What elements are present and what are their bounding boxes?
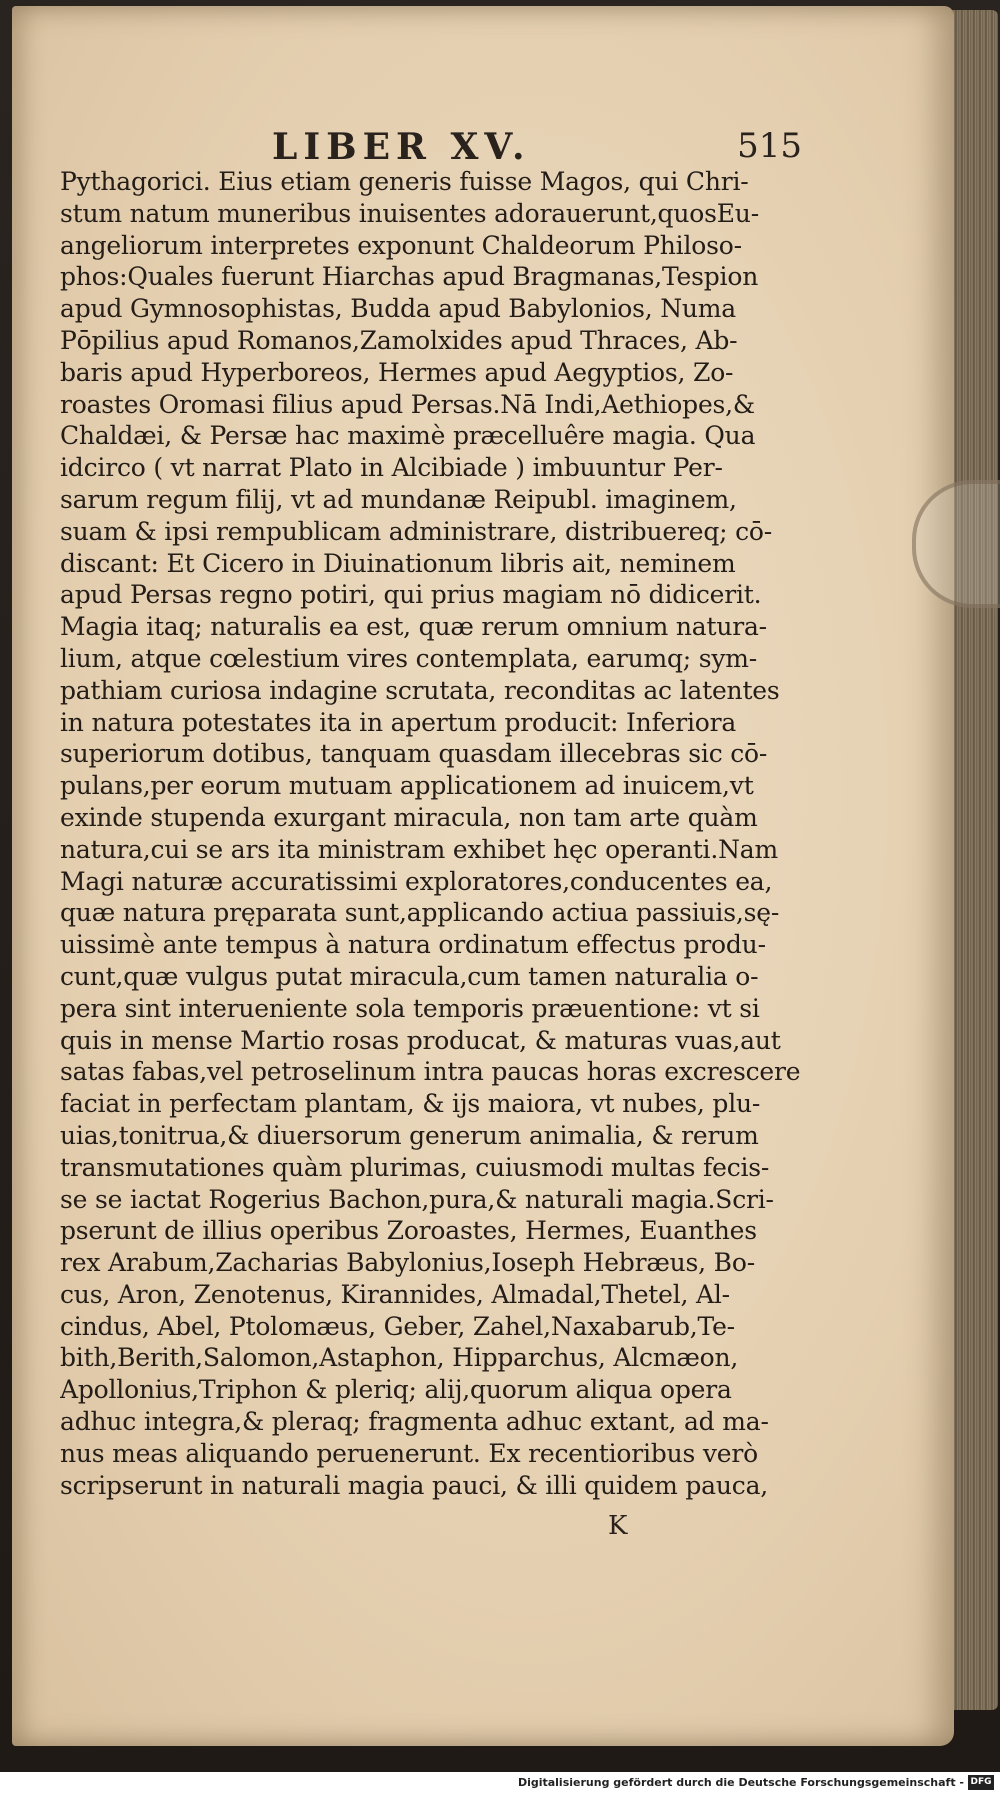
text-line: cindus, Abel, Ptolomæus, Geber, Zahel,Naxabarub,Te- — [60, 1311, 735, 1341]
text-line: in natura potestates ita in apertum producit: Inferiora — [60, 707, 737, 737]
text-line: natura,cui se ars ita ministram exhibet hęc operanti.Nam — [60, 834, 778, 864]
text-line: apud Persas regno potiri, qui prius magiam nō didicerit. — [60, 580, 762, 610]
text-line: se se iactat Rogerius Bachon,pura,& naturali magia.Scri- — [60, 1184, 774, 1214]
text-line: transmutationes quàm plurimas, cuiusmodi multas fecis- — [60, 1152, 770, 1182]
text-line: Pōpilius apud Romanos,Zamolxides apud Thraces, Ab- — [60, 325, 738, 355]
text-line: suam & ipsi rempublicam administrare, distribuereq; cō- — [60, 516, 772, 546]
text-line: exinde stupenda exurgant miracula, non tam arte quàm — [60, 802, 758, 832]
dfg-logo: DFG — [968, 1775, 994, 1790]
text-line: quæ natura pręparata sunt,applicando actiua passiuis,sę- — [60, 898, 780, 928]
body-text — [60, 166, 800, 1501]
text-line: Pythagorici. Eius etiam generis fuisse Magos, qui Chri- — [60, 167, 749, 196]
text-line: uissimè ante tempus à natura ordinatum effectus produ- — [60, 930, 766, 960]
text-line: pserunt de illius operibus Zoroastes, Hermes, Euanthes — [60, 1216, 757, 1246]
text-line: Apollonius,Triphon & pleriq; alij,quorum aliqua opera — [60, 1375, 732, 1405]
book-page — [12, 6, 954, 1746]
text-line: scripserunt in naturali magia pauci, & illi quidem pauca, — [60, 1470, 769, 1500]
text-line: discant: Et Cicero in Diuinationum libris ait, neminem — [60, 548, 736, 578]
text-line: superiorum dotibus, tanquam quasdam illecebras sic cō- — [60, 739, 768, 769]
text-line: pathiam curiosa indagine scrutata, reconditas ac latentes — [60, 675, 780, 705]
text-line: stum natum muneribus inuisentes adorauerunt,quosEu- — [60, 198, 759, 228]
text-line: pera sint interueniente sola temporis præuentione: vt si — [60, 993, 760, 1023]
text-line: nus meas aliquando peruenerunt. Ex recentioribus verò — [60, 1438, 758, 1468]
text-line: roastes Oromasi filius apud Persas.Nā Indi,Aethiopes,& — [60, 389, 755, 419]
text-line: apud Gymnosophistas, Budda apud Babylonios, Numa — [60, 294, 736, 324]
footer-bar — [0, 1772, 1000, 1794]
text-line: bith,Berith,Salomon,Astaphon, Hipparchus, Alcmæon, — [60, 1343, 739, 1373]
text-line: satas fabas,vel petroselinum intra paucas horas excrescere — [60, 1057, 800, 1087]
page-number: 515 — [737, 126, 802, 166]
text-line: baris apud Hyperboreos, Hermes apud Aegyptios, Zo- — [60, 357, 734, 387]
text-line: cunt,quæ vulgus putat miracula,cum tamen naturalia o- — [60, 961, 759, 991]
signature-mark: K — [608, 1511, 628, 1541]
text-line: quis in mense Martio rosas producat, & maturas vuas,aut — [60, 1025, 781, 1055]
text-line: Magia itaq; naturalis ea est, quæ rerum omnium natura- — [60, 612, 767, 642]
text-line: faciat in perfectam plantam, & ijs maiora, vt nubes, plu- — [60, 1089, 761, 1119]
text-line: adhuc integra,& pleraq; fragmenta adhuc extant, ad ma- — [60, 1407, 769, 1437]
text-line: lium, atque cœlestium vires contemplata, earumq; sym- — [60, 643, 758, 673]
text-line: angeliorum interpretes exponunt Chaldeorum Philoso- — [60, 230, 742, 260]
text-line: idcirco ( vt narrat Plato in Alcibiade ) imbuuntur Per- — [60, 453, 723, 483]
text-line: Magi naturæ accuratissimi exploratores,conducentes ea, — [60, 866, 773, 896]
running-title: LIBER XV. — [272, 126, 531, 168]
text-line: cus, Aron, Zenotenus, Kirannides, Almadal,Thetel, Al- — [60, 1279, 730, 1309]
text-line: phos:Quales fuerunt Hiarchas apud Bragmanas,Tespion — [60, 262, 759, 292]
text-line: uias,tonitrua,& diuersorum generum animalia, & rerum — [60, 1120, 759, 1150]
text-line: sarum regum filij, vt ad mundanæ Reipubl. imaginem, — [60, 484, 737, 514]
text-line: rex Arabum,Zacharias Babylonius,Ioseph Hebræus, Bo- — [60, 1248, 755, 1278]
text-line: Chaldæi, & Persæ hac maximè præcelluêre magia. Qua — [60, 421, 756, 451]
footer-credit: Digitalisierung gefördert durch die Deutsche Forschungsgemeinschaft - — [517, 1776, 964, 1789]
text-line: pulans,per eorum mutuam applicationem ad inuicem,vt — [60, 771, 754, 801]
